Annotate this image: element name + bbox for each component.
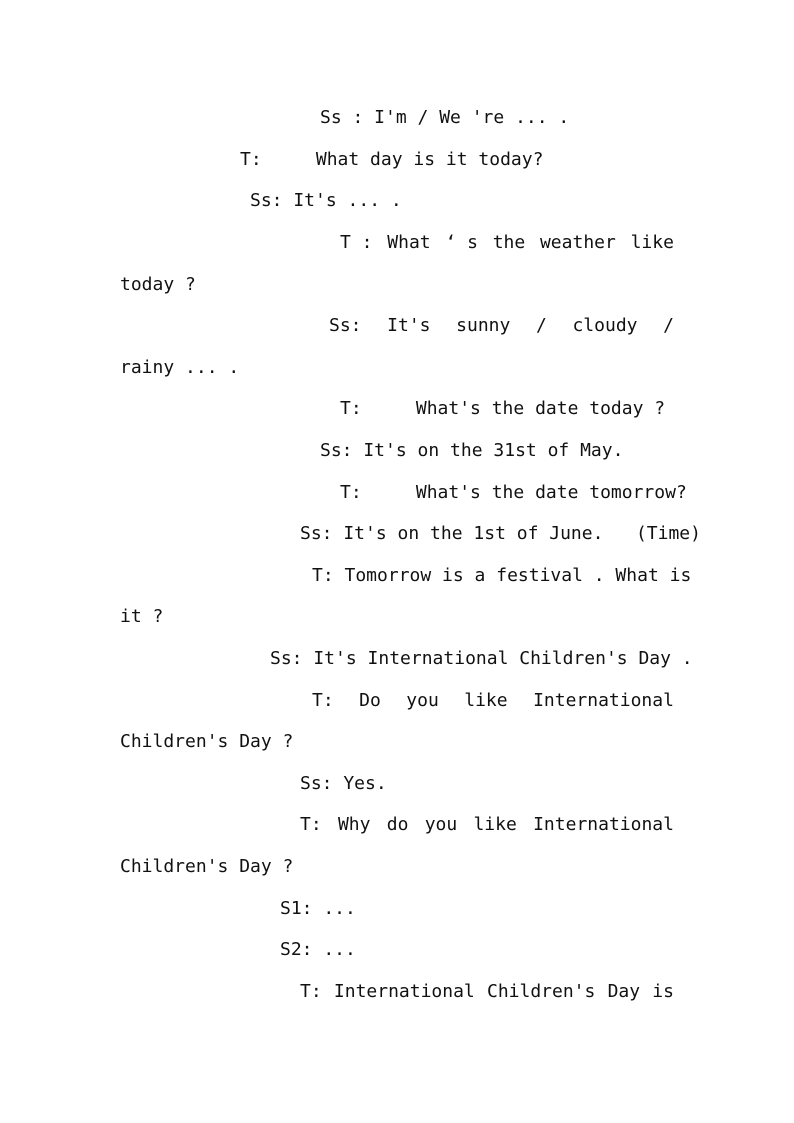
dialogue-line-17: Ss: Yes. bbox=[300, 773, 387, 794]
word: / bbox=[663, 315, 674, 336]
dialogue-line-18 bbox=[300, 815, 674, 837]
word: do bbox=[386, 814, 409, 835]
word: T: bbox=[300, 981, 322, 1002]
word: T : bbox=[340, 232, 373, 253]
dialogue-line-6 bbox=[329, 316, 674, 338]
dialogue-line-21: S2: ... bbox=[280, 939, 356, 960]
dialogue-line-16: Children's Day ? bbox=[120, 731, 294, 752]
word: International bbox=[533, 690, 674, 711]
word: the bbox=[492, 232, 526, 253]
word: International bbox=[533, 814, 674, 835]
word: like bbox=[473, 814, 517, 835]
word: Why bbox=[337, 814, 371, 835]
word: you bbox=[424, 814, 458, 835]
dialogue-line-8: T: What's the date today ? bbox=[340, 398, 666, 419]
dialogue-line-1: Ss : I'm / We 're ... . bbox=[320, 107, 570, 128]
word: T: bbox=[300, 814, 322, 835]
dialogue-line-9: Ss: It's on the 31st of May. bbox=[320, 440, 624, 461]
word: like bbox=[630, 232, 674, 253]
word: weather bbox=[539, 232, 616, 253]
word: is bbox=[652, 981, 674, 1002]
dialogue-line-3: Ss: It's ... . bbox=[250, 190, 402, 211]
dialogue-line-14: Ss: It's International Children's Day . bbox=[270, 648, 693, 669]
word: Children's bbox=[486, 981, 596, 1002]
dialogue-line-15 bbox=[312, 691, 674, 713]
dialogue-line-10: T: What's the date tomorrow? bbox=[340, 482, 687, 503]
word: like bbox=[464, 690, 508, 711]
word: It's bbox=[387, 315, 431, 336]
word: International bbox=[333, 981, 475, 1002]
word: Do bbox=[359, 690, 381, 711]
dialogue-line-2: T: What day is it today? bbox=[240, 149, 544, 170]
dialogue-line-13: it ? bbox=[120, 606, 164, 627]
word: cloudy bbox=[572, 315, 638, 336]
dialogue-line-7: rainy ... . bbox=[120, 357, 240, 378]
word: you bbox=[406, 690, 439, 711]
dialogue-line-22 bbox=[300, 982, 674, 1004]
word: What bbox=[387, 232, 431, 253]
dialogue-line-19: Children's Day ? bbox=[120, 856, 294, 877]
dialogue-line-4 bbox=[340, 233, 674, 255]
dialogue-line-20: S1: ... bbox=[280, 898, 356, 919]
word: ‘ s bbox=[445, 232, 478, 253]
word: Day bbox=[607, 981, 641, 1002]
dialogue-line-5: today ? bbox=[120, 274, 196, 295]
word: sunny bbox=[456, 315, 511, 336]
word: T: bbox=[312, 690, 334, 711]
word: Ss: bbox=[329, 315, 362, 336]
word: / bbox=[535, 315, 547, 336]
dialogue-line-12: T: Tomorrow is a festival . What is bbox=[312, 565, 692, 586]
dialogue-line-11: Ss: It's on the 1st of June. (Time) bbox=[300, 523, 701, 544]
